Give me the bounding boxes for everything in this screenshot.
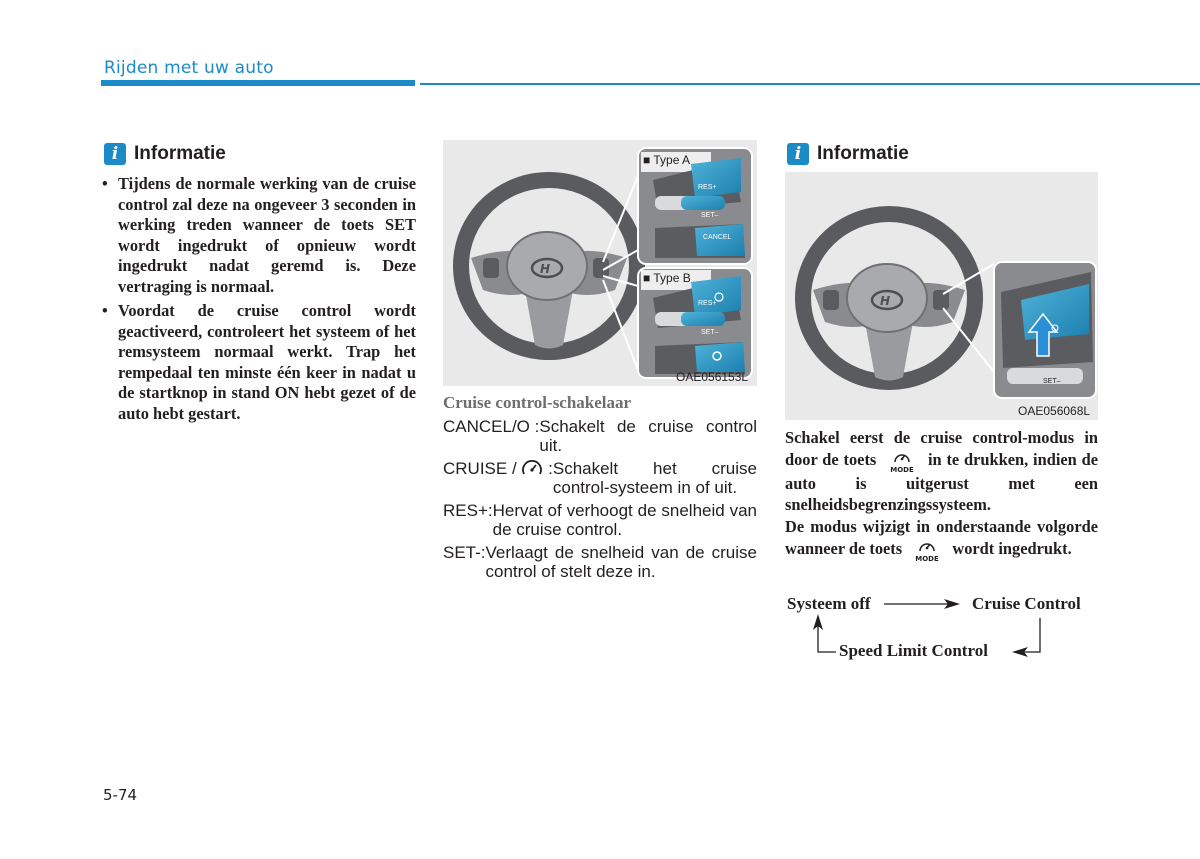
type-a-cancel-label: CANCEL	[703, 234, 732, 241]
mode-button-icon	[910, 538, 944, 562]
def-desc: Schakelt het cruise control-systeem in of uit.	[552, 459, 757, 497]
def-desc: Schakelt de cruise control uit.	[539, 417, 757, 455]
flow-speed-limit-control: Speed Limit Control	[839, 641, 988, 660]
def-desc: Hervat of verhoogt de snelheid van de cruise control.	[492, 501, 757, 539]
info-title-left: Informatie	[134, 143, 226, 164]
type-a-label: ■ Type A	[643, 153, 691, 167]
def-term: RES+:	[443, 501, 493, 520]
mode-paragraph-1	[785, 427, 1098, 516]
def-set	[443, 543, 757, 581]
mode-button-icon	[885, 449, 919, 473]
def-term-separator: :	[543, 459, 553, 478]
info-bullet-1: • Tijdens de normale werking van de cruise control zal deze na ongeveer 3 seconden in werking treden wanneer de toets SET wordt ingedrukt of opnieuw wordt ingedrukt nadat geremd is. Deze vertraging is normaal.	[101, 174, 416, 297]
info-title-right: Informatie	[817, 143, 909, 164]
para1-text-start: Schakel eerst de cruise control-modus in door de toets	[785, 428, 1098, 469]
controls-heading: Cruise control-schakelaar	[443, 393, 632, 412]
svg-text:H: H	[880, 294, 891, 308]
def-term: CRUISE /	[443, 459, 522, 478]
def-term: SET-:	[443, 543, 486, 562]
para2-text-start: De modus wijzigt in onderstaande volgorde wanneer de toets	[785, 517, 1098, 558]
mode-button-figure	[785, 172, 1098, 420]
type-a-res-label: RES+	[698, 184, 717, 191]
mode-figure-set-label: SET–	[1043, 378, 1061, 385]
mode-paragraph-2	[785, 516, 1098, 562]
def-cruise	[443, 459, 757, 497]
flow-systeem-off: Systeem off	[787, 594, 871, 613]
info-icon: i	[104, 143, 126, 165]
header-bar-thick	[101, 80, 415, 86]
controls-definition-list	[443, 417, 757, 585]
info-bullet-2: • Voordat de cruise control wordt geactiveerd, controleert het systeem of het remsysteem normaal werkt. Trap het rempedaal ten minste één keer in nadat u de startknop in stand ON hebt gezet of de auto hebt gestart.	[101, 301, 416, 424]
type-b-label: ■ Type B	[643, 271, 691, 285]
def-res	[443, 501, 757, 539]
type-b-res-label: RES+	[698, 300, 717, 307]
steering-wheel-figure	[443, 140, 757, 386]
def-desc: Verlaagt de snelheid van de cruise control of stelt deze in.	[485, 543, 757, 581]
para2-text-end: wordt ingedrukt.	[952, 538, 1072, 558]
info-bullet-list	[101, 174, 416, 428]
def-term: CANCEL/O :	[443, 417, 540, 436]
page-number: 5-74	[103, 786, 138, 804]
def-cancel	[443, 417, 757, 455]
info-heading-right	[787, 143, 909, 165]
figure-code-left: OAE056153L	[676, 370, 749, 384]
steering-wheel-illustration	[443, 140, 757, 386]
section-title: Rijden met uw auto	[104, 58, 274, 78]
figure-code-right: OAE056068L	[1018, 404, 1091, 418]
mode-icon-label: MODE	[915, 554, 940, 562]
info-heading-left	[104, 143, 226, 165]
header-bar-thin	[420, 83, 1200, 85]
type-a-set-label: SET–	[701, 212, 719, 219]
cruise-speedometer-icon	[521, 459, 543, 477]
mode-icon-label: MODE	[890, 465, 914, 473]
flow-cruise-control: Cruise Control	[972, 594, 1081, 613]
svg-text:H: H	[540, 262, 551, 276]
type-b-set-label: SET–	[701, 329, 719, 336]
info-icon: i	[787, 143, 809, 165]
para1-text-end: in te drukken, indien de auto is uitgerust met een snelheidsbegrenzingssysteem.	[785, 449, 1098, 515]
